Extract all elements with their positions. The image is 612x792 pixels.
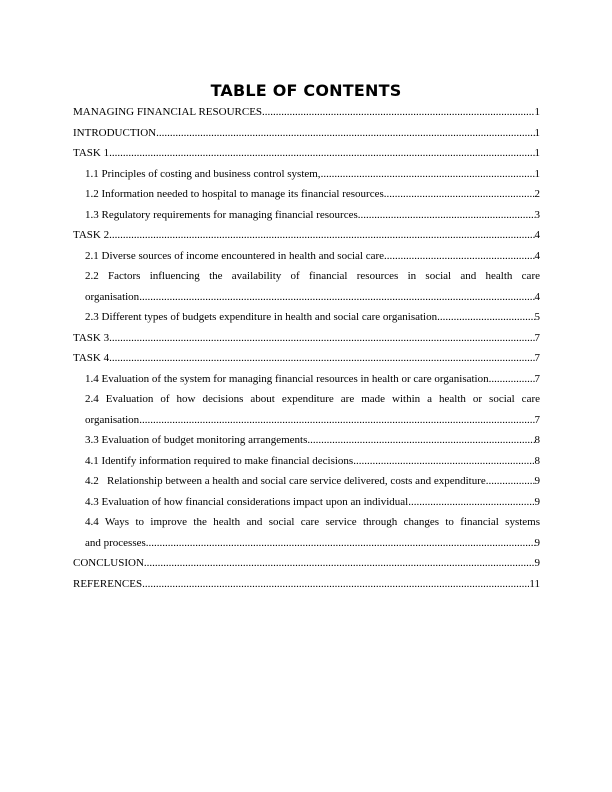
toc-page-number: 8 (534, 434, 540, 446)
toc-leader-dots (384, 184, 535, 205)
toc-page-number: 7 (534, 413, 540, 426)
toc-entry-4-4[interactable] (73, 512, 540, 553)
toc-entry-text: TASK 2 (73, 229, 110, 241)
toc-page-number: 5 (534, 311, 540, 323)
toc-entry-text: 4.2 Relationship between a health and social care service delivered, costs and expenditure (85, 475, 486, 487)
toc-entry-2-3[interactable] (73, 307, 540, 328)
toc-leader-dots (489, 369, 535, 390)
toc-leader-dots (358, 205, 535, 226)
toc-page-number: 1 (534, 106, 540, 118)
toc-page-number: 7 (534, 372, 540, 385)
toc-leader-dots (262, 102, 534, 123)
toc-entry-managing-financial-resources[interactable] (73, 102, 540, 123)
toc-page-number: 2 (534, 188, 540, 200)
toc-entry-text: 4.1 Identify information required to make financial decisions (85, 454, 354, 467)
toc-page-number: 4 (534, 290, 540, 303)
toc-entry-text: 3.3 Evaluation of budget monitoring arrangements (85, 434, 308, 446)
toc-page-number: 7 (534, 352, 540, 364)
toc-entry-1-1[interactable] (73, 164, 540, 185)
toc-entry-1-3[interactable] (73, 205, 540, 226)
toc-entry-task-2[interactable] (73, 225, 540, 246)
toc-entry-text: TASK 1 (73, 147, 110, 159)
toc-entry-4-2[interactable] (73, 471, 540, 492)
toc-entry-text: MANAGING FINANCIAL RESOURCES (73, 106, 263, 118)
toc-entry-2-4[interactable] (73, 389, 540, 430)
toc-entry-text: 1.2 Information needed to hospital to manage its financial resources (85, 188, 384, 200)
toc-entry-3-3[interactable] (73, 430, 540, 451)
toc-entry-1-2[interactable] (73, 184, 540, 205)
toc-entry-2-2[interactable] (73, 266, 540, 307)
toc-entry-text-line1: 4.4 Ways to improve the health and social care service through changes to financial systems (85, 516, 540, 528)
toc-leader-dots (321, 164, 535, 185)
toc-page-number: 1 (534, 167, 540, 180)
table-of-contents (73, 102, 540, 594)
toc-leader-dots (353, 451, 534, 472)
toc-page-number: 8 (534, 454, 540, 467)
toc-leader-dots (144, 553, 535, 574)
toc-entry-1-4[interactable] (73, 369, 540, 390)
toc-entry-text: TASK 4 (73, 352, 110, 364)
toc-leader-dots (146, 533, 535, 554)
toc-entry-introduction[interactable] (73, 123, 540, 144)
toc-page-number: 11 (529, 577, 540, 590)
toc-page-number: 7 (534, 331, 540, 344)
toc-entry-text: TASK 3 (73, 331, 110, 344)
toc-entry-text: CONCLUSION (73, 557, 144, 569)
toc-entry-text: 1.4 Evaluation of the system for managing financial resources in health or care organisation (85, 372, 489, 385)
toc-page-number: 9 (534, 475, 540, 487)
toc-page-number: 9 (534, 536, 540, 549)
toc-entry-text-line1: 2.4 Evaluation of how decisions about expenditure are made within a health or social care (85, 393, 540, 405)
toc-leader-dots (156, 123, 534, 144)
toc-entry-text: 2.3 Different types of budgets expenditure in health and social care organisation (85, 311, 438, 323)
toc-entry-references[interactable] (73, 574, 540, 595)
toc-leader-dots (109, 143, 534, 164)
toc-page-number: 4 (534, 249, 540, 262)
toc-entry-4-3[interactable] (73, 492, 540, 513)
toc-entry-text: 2.1 Diverse sources of income encountered in health and social care (85, 249, 385, 262)
toc-entry-text: REFERENCES (73, 577, 143, 590)
toc-leader-dots (109, 328, 534, 349)
toc-entry-task-4[interactable] (73, 348, 540, 369)
toc-page-number: 1 (534, 147, 540, 159)
toc-entry-text-line2: and processes (85, 536, 146, 549)
toc-leader-dots (109, 225, 534, 246)
toc-page-number: 9 (534, 495, 540, 508)
toc-leader-dots (486, 471, 535, 492)
toc-leader-dots (384, 246, 534, 267)
toc-entry-text-line2: organisation (85, 413, 140, 426)
toc-leader-dots (109, 348, 534, 369)
toc-leader-dots (139, 287, 534, 308)
toc-entry-text: INTRODUCTION (73, 126, 157, 139)
toc-entry-text: 4.3 Evaluation of how financial considerations impact upon an individual (85, 495, 409, 508)
toc-page-number: 1 (534, 126, 540, 139)
toc-entry-task-3[interactable] (73, 328, 540, 349)
toc-page-number: 9 (534, 557, 540, 569)
toc-page-number: 3 (534, 208, 540, 221)
toc-entry-text-line2: organisation (85, 290, 140, 303)
toc-entry-2-1[interactable] (73, 246, 540, 267)
toc-leader-dots (142, 574, 529, 595)
toc-entry-text: 1.3 Regulatory requirements for managing financial resources (85, 208, 358, 221)
toc-leader-dots (139, 410, 534, 431)
toc-entry-conclusion[interactable] (73, 553, 540, 574)
toc-entry-text: 1.1 Principles of costing and business control system, (85, 167, 321, 180)
toc-entry-text-line1: 2.2 Factors influencing the availability of financial resources in social and health care (85, 270, 540, 282)
toc-leader-dots (437, 307, 534, 328)
toc-title: TABLE OF CONTENTS (210, 81, 402, 100)
toc-entry-4-1[interactable] (73, 451, 540, 472)
toc-leader-dots (307, 430, 534, 451)
toc-entry-task-1[interactable] (73, 143, 540, 164)
toc-leader-dots (408, 492, 534, 513)
toc-page-number: 4 (534, 229, 540, 241)
